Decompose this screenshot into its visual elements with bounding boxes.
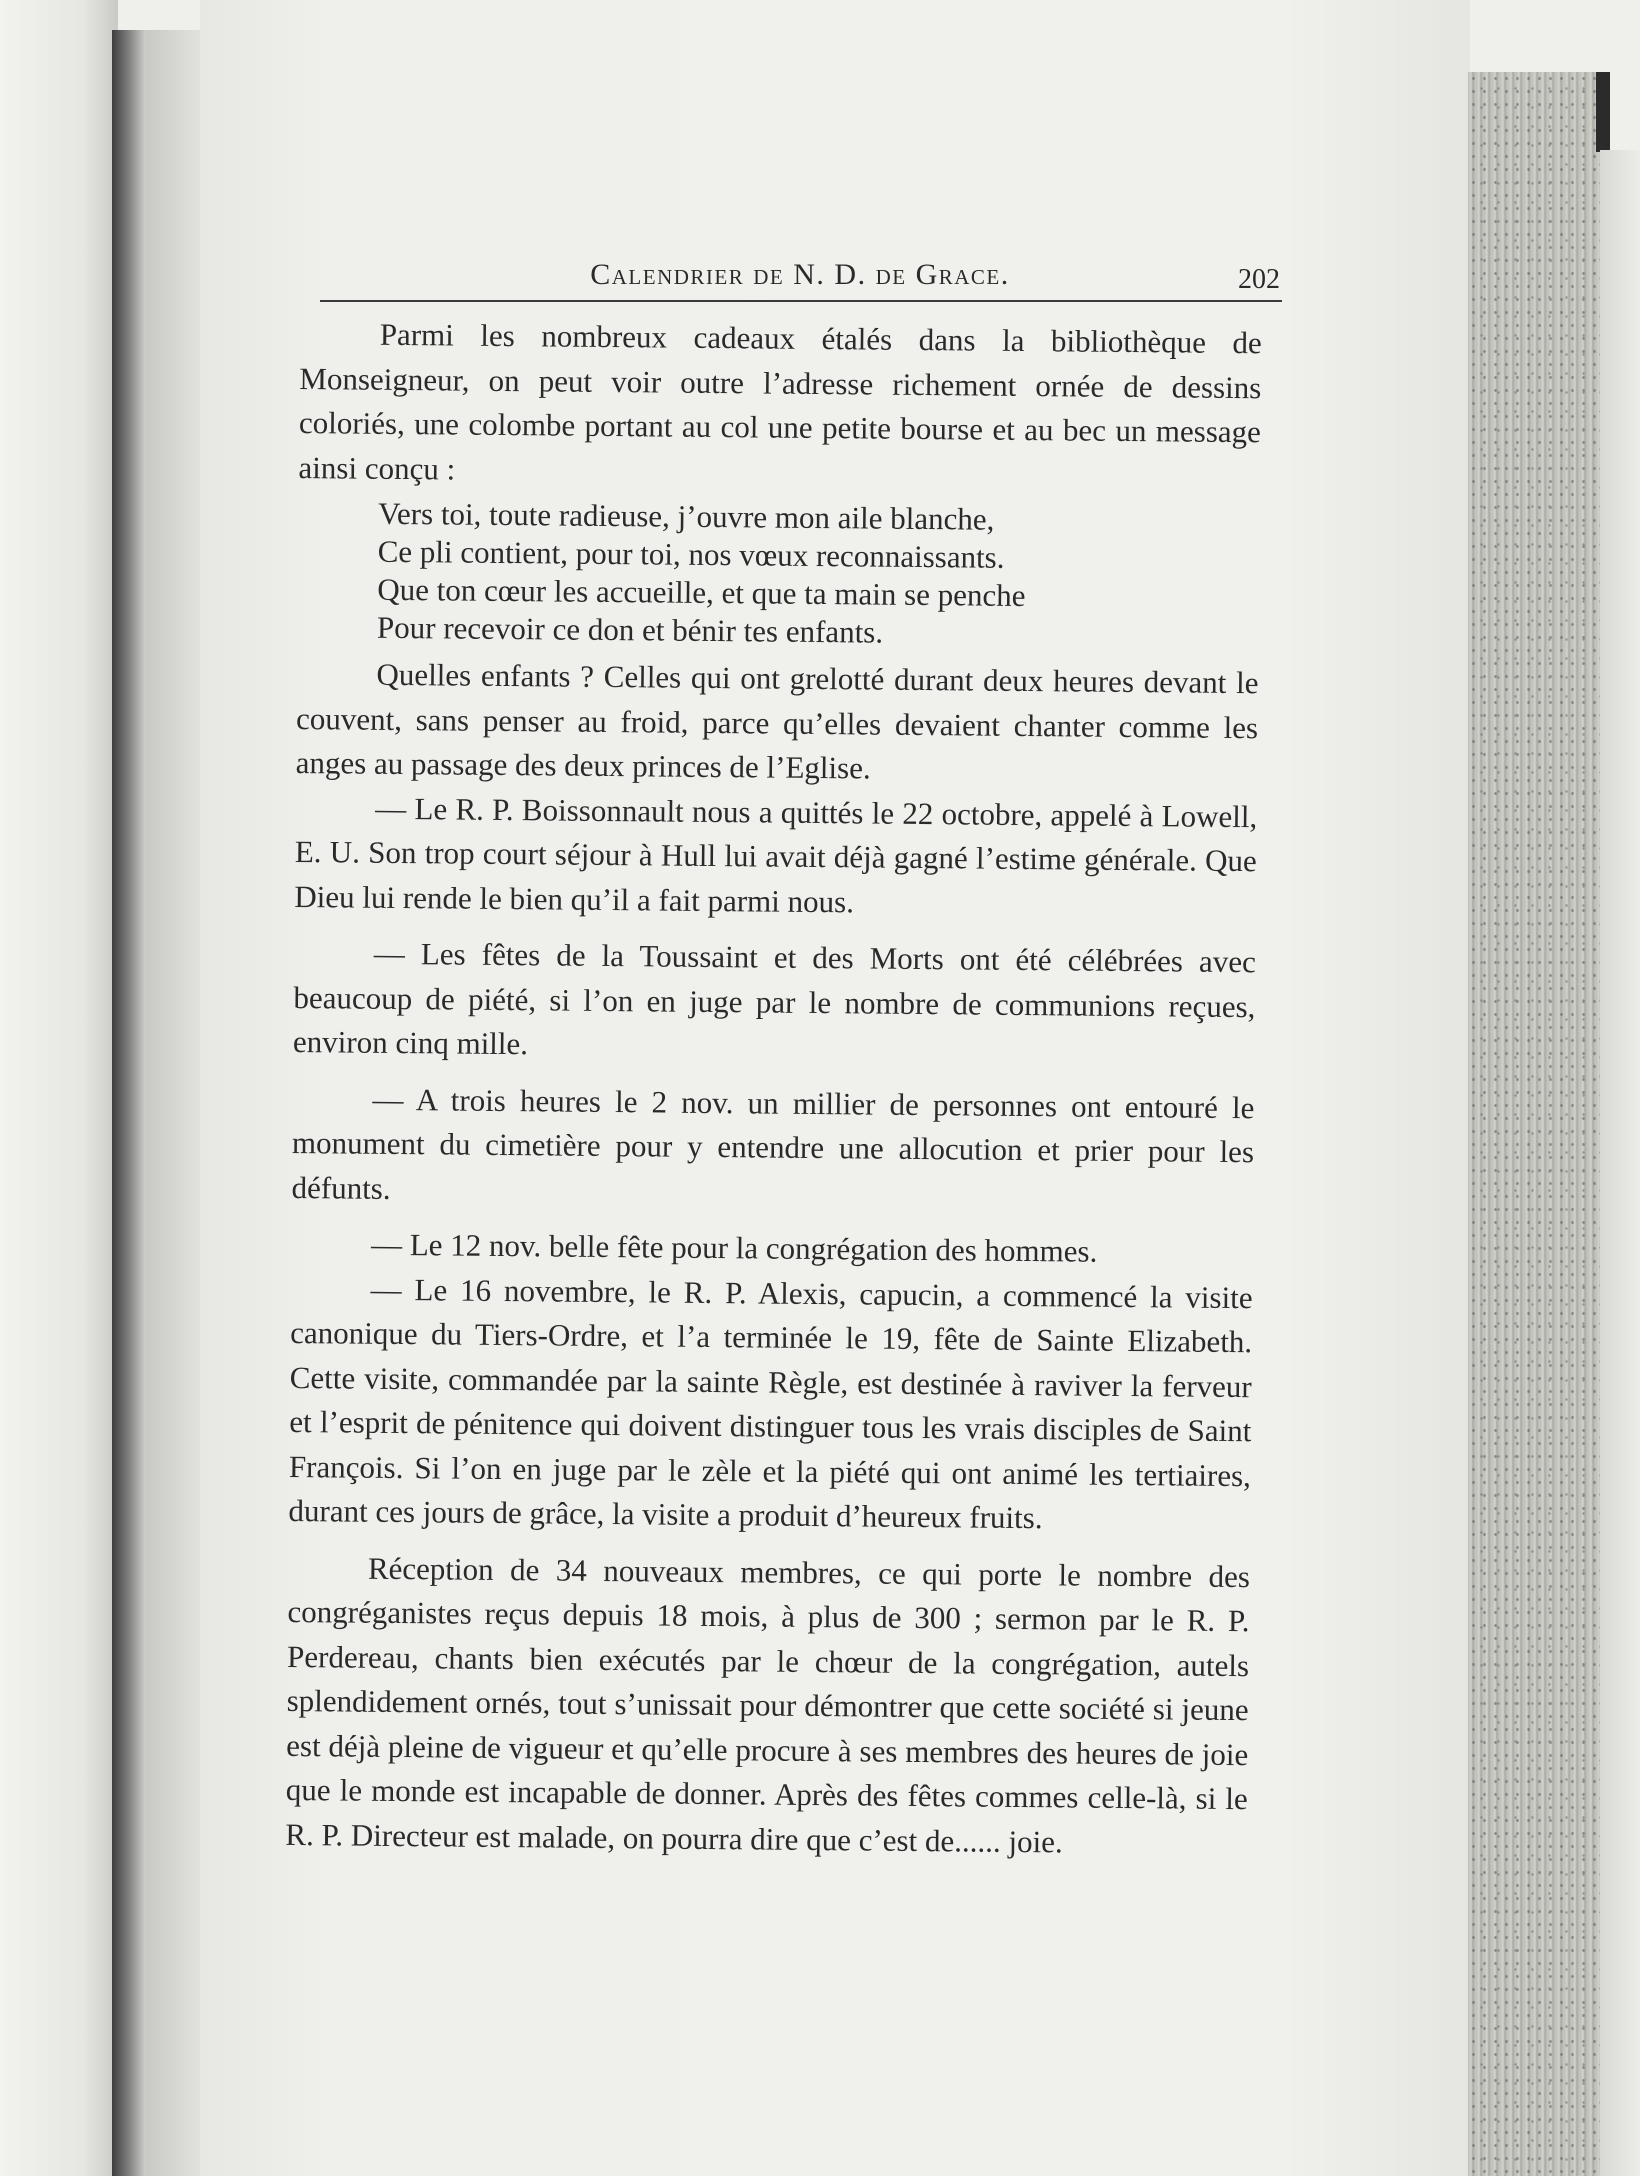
paragraph-reception: Réception de 34 nouveaux membres, ce qui porte le nombre des congréganistes reçus depuis 18 mois, à plus de 300 ; sermon par le R. P. Perdereau, chants bien exécutés par le chœur de la congrégation, autels splendidement ornés, tout s’unissait pour démontrer que cette société si jeune est déjà pleine de vigueur et qu’elle procure à ses membres des heures de joie que le monde est incapable de donner. Après des fêtes commes celle-là, si le R. P. Directeur est malade, on pourra dire que c’est de...... joie. [285, 1550, 1251, 1859]
scan-background [1600, 150, 1640, 2176]
poem-line: Que ton cœur les accueille, et que ta main se penche [377, 571, 1026, 613]
poem-line: Vers toi, toute radieuse, j’ouvre mon aile blanche, [377, 495, 995, 537]
book-gutter [112, 30, 146, 2176]
facing-page-edge [0, 0, 118, 2176]
poem-line: Ce pli contient, pour toi, nos vœux reconnaissants. [377, 533, 1005, 575]
paragraph-cemetery: — A trois heures le 2 nov. un millier de personnes ont entouré le monument du cimetière pour y entendre une allocution et prier pour les défunts. [291, 1081, 1255, 1206]
page-number: 202 [1238, 264, 1280, 295]
paragraph-congregation: — Le 12 nov. belle fête pour la congrégation des hommes. [370, 1226, 1098, 1269]
page-body [285, 312, 1262, 1866]
poem [377, 495, 1260, 655]
running-head-title: Calendrier de N. D. de Grace. [590, 258, 1010, 291]
paragraph-tiers-ordre: — Le 16 novembre, le R. P. Alexis, capucin, a commencé la visite canonique du Tiers-Ordre, et l’a terminée le 19, fête de Sainte Elizabeth. Cette visite, commandée par la sainte Règle, est destinée à raviver la ferveur et l’esprit de pénitence qui doivent distinguer tous les vrais disciples de Saint François. Si l’on en juge par le zèle et la piété qui ont animé les tertiaires, durant ces jours de grâce, la visite a produit d’heureux fruits. [288, 1271, 1253, 1536]
header-rule [320, 300, 1282, 302]
page-block-edges [1468, 72, 1600, 2176]
book-cover-edge [1596, 72, 1610, 152]
paragraph-toussaint: — Les fêtes de la Toussaint et des Morts ont été célébrées avec beaucoup de piété, si l’on en juge par le nombre de communions reçues, environ cinq mille. [292, 935, 1256, 1062]
running-head [320, 258, 1280, 298]
paragraph-boissonnault: — Le R. P. Boissonnault nous a quittés le 22 octobre, appelé à Lowell, E. U. Son trop court séjour à Hull lui avait déjà gagné l’estime générale. Que Dieu lui rende le bien qu’il a fait parmi nous. [294, 790, 1258, 919]
paragraph-gifts: Parmi les nombreux cadeaux étalés dans la bibliothèque de Monseigneur, on peut voir outre l’adresse richement ornée de dessins coloriés, une colombe portant au col une petite bourse et au bec un message ainsi conçu : [298, 316, 1262, 486]
gutter-shadow [146, 30, 206, 2176]
paragraph-children: Quelles enfants ? Celles qui ont grelotté durant deux heures devant le couvent, sans penser au froid, parce qu’elles devaient chanter comme les anges au passage des deux princes de l’Eglise. [295, 656, 1259, 786]
poem-line: Pour recevoir ce don et bénir tes enfants. [376, 609, 884, 650]
